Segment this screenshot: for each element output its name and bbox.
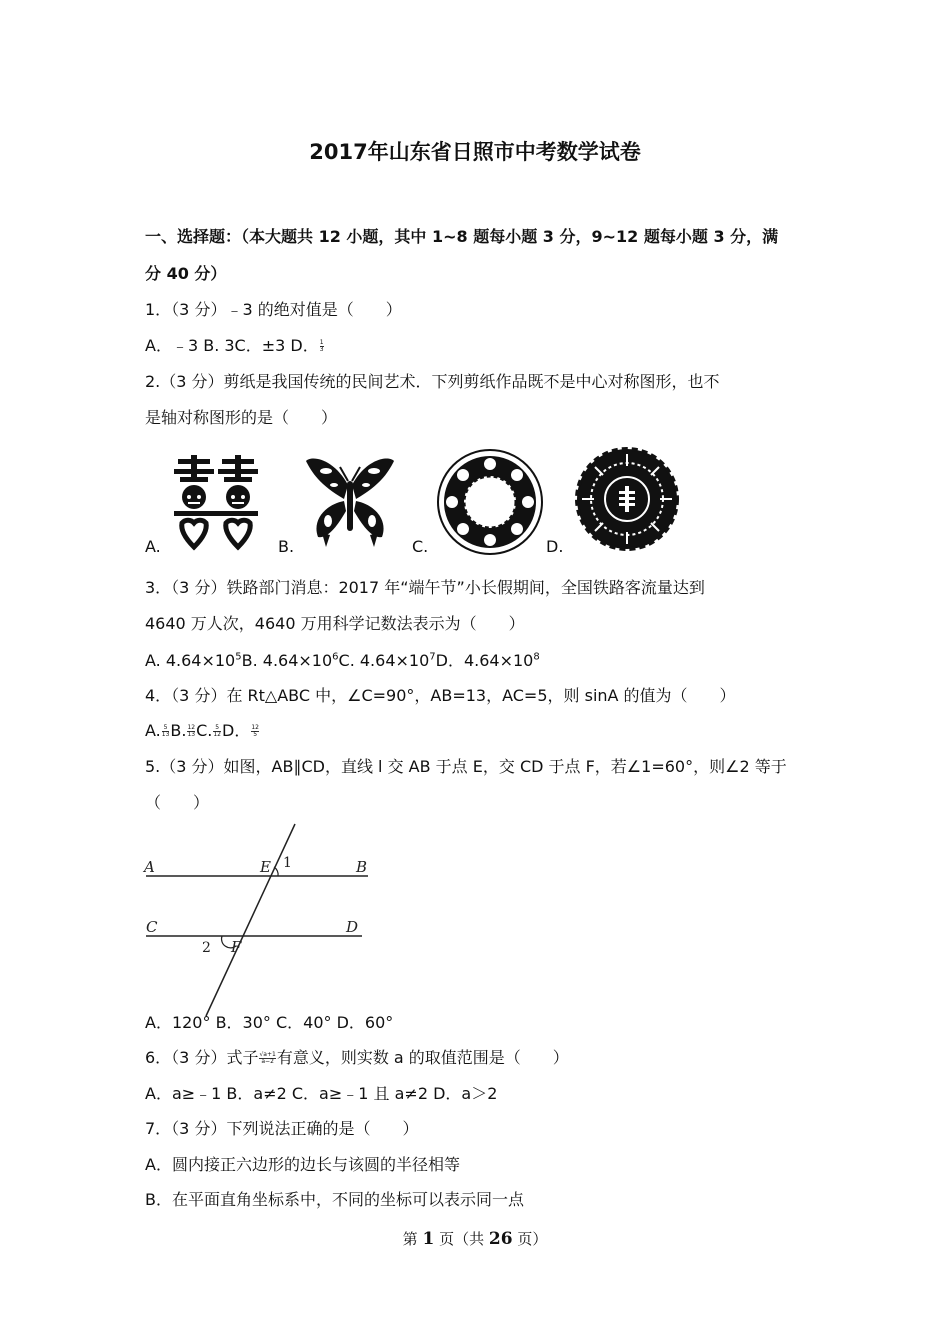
q4-a-den: 13 (161, 731, 170, 738)
q1-options-text: A．﹣3 B. 3C．±3 D． (145, 336, 319, 355)
exam-title: 2017年山东省日照市中考数学试卷 (309, 140, 641, 164)
q1-options (145, 333, 325, 356)
q5-stem-line2: （ ） (145, 793, 210, 812)
q2-stem-line2: 是轴对称图形的是（ ） (145, 408, 338, 427)
q6-stem-post: 有意义，则实数 a 的取值范围是（ ） (276, 1048, 569, 1067)
q5-stem-line1: 5.（3 分）如图，AB∥CD，直线 l 交 AB 于点 E，交 CD 于点 F，若∠1=60°，则∠2 等于 (145, 757, 787, 776)
q4-frac-d (251, 725, 259, 738)
q6-stem (145, 1045, 569, 1068)
label-angle-2: 2 (202, 940, 211, 956)
q1-frac-den: 3 (319, 346, 324, 353)
q3-option-d: D．4.64×10 (435, 651, 534, 670)
q7-stem: 7．（3 分）下列说法正确的是（ ） (145, 1119, 419, 1138)
q3-options (145, 648, 540, 671)
q4-c-num: 5 (215, 724, 220, 731)
section-heading-line1: 一、选择题：（本大题共 12 小题，其中 1~8 题每小题 3 分，9~12 题每小题 3 分，满 (145, 227, 779, 246)
footer-post: 页） (517, 1230, 548, 1248)
q3-exp-a: 5 (235, 651, 242, 663)
q4-stem: 4．（3 分）在 Rt△ABC 中，∠C=90°，AB=13，AC=5，则 sinA 的值为（ ） (145, 686, 736, 705)
footer-page-number: 1 (422, 1229, 435, 1249)
label-d: D (346, 918, 359, 936)
q2-label-b: B. (278, 537, 295, 556)
q4-b-num: 12 (187, 724, 196, 731)
q7-option-b: B．在平面直角坐标系中，不同的坐标可以表示同一点 (145, 1190, 524, 1209)
q4-frac-c (213, 725, 221, 738)
q7-option-a: A．圆内接正六边形的边长与该圆的半径相等 (145, 1155, 460, 1174)
q3-exp-c: 7 (429, 651, 436, 663)
q1-frac-num: 1 (319, 339, 324, 346)
q4-label-a: A. (145, 721, 161, 740)
q4-d-den: 5 (253, 731, 258, 738)
q6-stem-pre: 6．（3 分）式子 (145, 1048, 259, 1067)
q3-option-a: A. 4.64×10 (145, 651, 236, 670)
q2-label-a: A. (145, 537, 161, 556)
footer-mid: 页（共 (439, 1230, 485, 1248)
q6-frac-den: a−2 (261, 1058, 274, 1065)
q4-options (145, 718, 260, 741)
label-a: A (144, 858, 155, 876)
q4-label-d: D． (222, 721, 251, 740)
q4-d-num: 12 (251, 724, 259, 731)
round-flower-papercut-icon (436, 448, 544, 556)
q2-stem-line1: 2.（3 分）剪纸是我国传统的民间艺术．下列剪纸作品既不是中心对称图形，也不 (145, 372, 720, 391)
q3-stem-line1: 3．（3 分）铁路部门消息：2017 年“端午节”小长假期间，全国铁路客流量达到 (145, 578, 705, 597)
label-e: E (260, 858, 271, 876)
transversal-l (206, 824, 295, 1016)
q4-c-den: 12 (213, 731, 221, 738)
section-heading-line2: 分 40 分） (145, 264, 227, 283)
q6-frac-num: √a+1 (259, 1051, 276, 1058)
q3-exp-b: 6 (332, 651, 339, 663)
q2-label-c: C. (412, 537, 429, 556)
q6-fraction (259, 1052, 275, 1065)
label-b: B (356, 858, 368, 876)
label-c: C (146, 918, 158, 936)
q4-a-num: 5 (163, 724, 168, 731)
q2-label-d: D. (546, 537, 564, 556)
q5-options: A．120° B．30° C．40° D．60° (145, 1013, 394, 1032)
q4-label-c: C. (196, 721, 213, 740)
butterfly-papercut-icon (304, 455, 396, 549)
footer-total-pages: 26 (488, 1229, 513, 1249)
q3-option-b: B. 4.64×10 (241, 651, 333, 670)
round-pattern-papercut-icon (574, 446, 680, 552)
q1-fraction (320, 340, 324, 353)
q3-option-c: C. 4.64×10 (338, 651, 430, 670)
q4-b-den: 13 (187, 731, 196, 738)
parallel-lines-diagram (140, 820, 380, 1020)
footer-pre: 第 (402, 1230, 418, 1248)
label-f: F (231, 938, 242, 956)
q4-frac-b (187, 725, 195, 738)
q1-stem: 1．（3 分）﹣3 的绝对值是（ ） (145, 300, 402, 319)
q3-exp-d: 8 (533, 651, 540, 663)
double-happiness-papercut-icon (172, 455, 260, 551)
q3-stem-line2: 4640 万人次，4640 万用科学记数法表示为（ ） (145, 614, 525, 633)
page-footer (0, 1228, 950, 1249)
q4-label-b: B. (170, 721, 187, 740)
label-angle-1: 1 (283, 855, 292, 871)
q6-options: A．a≥﹣1 B．a≠2 C．a≥﹣1 且 a≠2 D．a＞2 (145, 1084, 498, 1103)
q4-frac-a (162, 725, 170, 738)
